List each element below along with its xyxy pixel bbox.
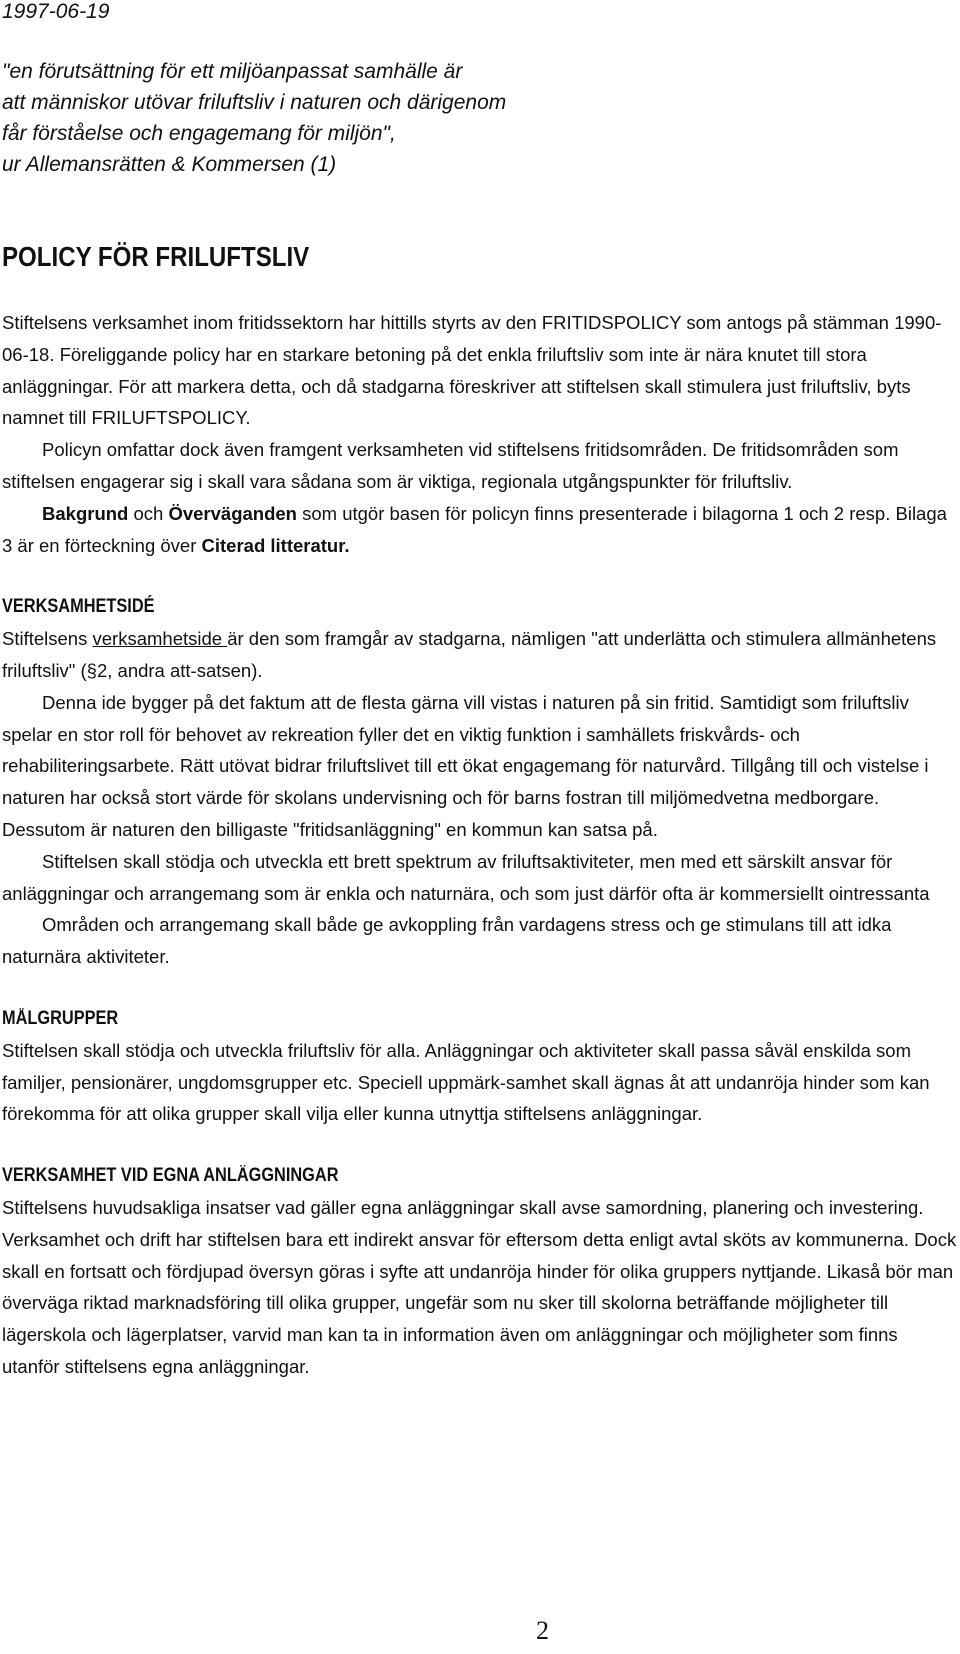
egna-anlaggningar-paragraph: Stiftelsens huvudsakliga insatser vad gäller egna anläggningar skall avse samordning, planering och investering. Verksamhet och drift har stiftelsen bara ett indirekt ansvar för eftersom detta enligt avtal sköts av kommunerna. Dock skall en fortsatt och fördjupad översyn göras i syfte att undanröja hinder för olika gruppers nyttjande. Likaså bör man överväga riktad marknadsföring till olika grupper, ungefär som nu sker till skolorna beträffande möjligheter till lägerskola och lägerplatser, varvid man kan ta in information även om anläggningar och möjligheter som finns utanför stiftelsens egna anläggningar. (2, 1196, 957, 1377)
text-run: som utgör basen för policyn finns presenterade i bilagorna 1 och 2 resp. Bilaga 3 är en förteckning över (2, 502, 947, 556)
section-heading-egna-anlaggningar: VERKSAMHET VID EGNA ANLÄGGNINGAR (2, 1165, 339, 1187)
text-run: är den som framgår av stadgarna, nämligen "att underlätta och stimulera allmänhetens friluftsliv" (§2, andra att-satsen). (2, 628, 937, 681)
page-number: 2 (536, 1616, 549, 1645)
verksamhetside-paragraph-3: Stiftelsen skall stödja och utveckla ett brett spektrum av friluftsaktiviteter, men med ett särskilt ansvar för anläggningar och arrangemang som är enkla och naturnära, och som just därför ofta är kommersiellt ointressanta (2, 850, 930, 904)
verksamhetside-paragraph-1 (2, 623, 958, 687)
bold-term-overvaganden: Överväganden (168, 502, 297, 524)
text-run: och (128, 502, 169, 524)
document-date: 1997-06-19 (2, 0, 110, 23)
bold-term-bakgrund: Bakgrund (42, 502, 129, 524)
quote-line: att människor utövar friluftsliv i naturen och därigenom (2, 91, 507, 114)
quote-line: får förståelse och engagemang för miljön", (2, 122, 396, 145)
text-run: Stiftelsens (2, 628, 93, 650)
document-body (2, 307, 958, 1383)
intro-paragraph-2: Policyn omfattar dock även framgent verksamheten vid stiftelsens fritidsområden. De fritidsområden som stiftelsen engagerar sig i skall vara sådana som är viktiga, regionala utgångspunkter för friluftsliv. (2, 439, 899, 492)
intro-paragraph-1: Stiftelsens verksamhet inom fritidssektorn har hittills styrts av den FRITIDSPOLICY som antogs på stämman 1990-06-18. Föreliggande policy har en starkare betoning på det enkla friluftsliv som inte är nära knutet till stora anläggningar. För att markera detta, och då stadgarna föreskriver att stiftelsen skall stimulera just friluftsliv, byts namnet till FRILUFTSPOLICY. (2, 312, 942, 429)
page-title: POLICY FÖR FRILUFTSLIV (2, 241, 310, 272)
quote-line: "en förutsättning för ett miljöanpassat samhälle är (2, 60, 463, 83)
malgrupper-paragraph: Stiftelsen skall stödja och utveckla friluftsliv för alla. Anläggningar och aktiviteter skall passa såväl enskilda som familjer, pensionärer, ungdomsgrupper etc. Speciell uppmärk-samhet skall ägnas åt att undanröja hinder som kan förekomma för att olika grupper skall vilja eller kunna utnyttja stiftelsens anläggningar. (2, 1039, 930, 1125)
underlined-term: verksamhetside (92, 628, 228, 650)
verksamhetside-paragraph-4: Områden och arrangemang skall både ge avkoppling från vardagens stress och ge stimulans till att idka naturnära aktiviteter. (2, 914, 892, 968)
section-heading-verksamhetside: VERKSAMHETSIDÉ (2, 596, 155, 618)
verksamhetside-paragraph-2: Denna ide bygger på det faktum att de flesta gärna vill vistas i naturen på sin fritid. Samtidigt som friluftsliv spelar en stor roll för behovet av rekreation fyller det en viktig funktion i samhällets friskvårds- och rehabiliteringsarbete. Rätt utövat bidrar friluftslivet till ett ökat engagemang för naturvård. Tillgång till och vistelse i naturen har också stort värde för skolans undervisning och för barns fostran till miljömedvetna medborgare. Dessutom är naturen den billigaste "fritidsanläggning" en kommun kan satsa på. (2, 691, 929, 840)
intro-paragraph-3 (2, 498, 958, 562)
quote-line: ur Allemansrätten & Kommersen (1) (2, 153, 337, 176)
section-heading-malgrupper: MÅLGRUPPER (2, 1007, 119, 1029)
epigraph-quote (2, 56, 902, 180)
bold-term-citerad-litteratur: Citerad litteratur. (201, 534, 350, 556)
